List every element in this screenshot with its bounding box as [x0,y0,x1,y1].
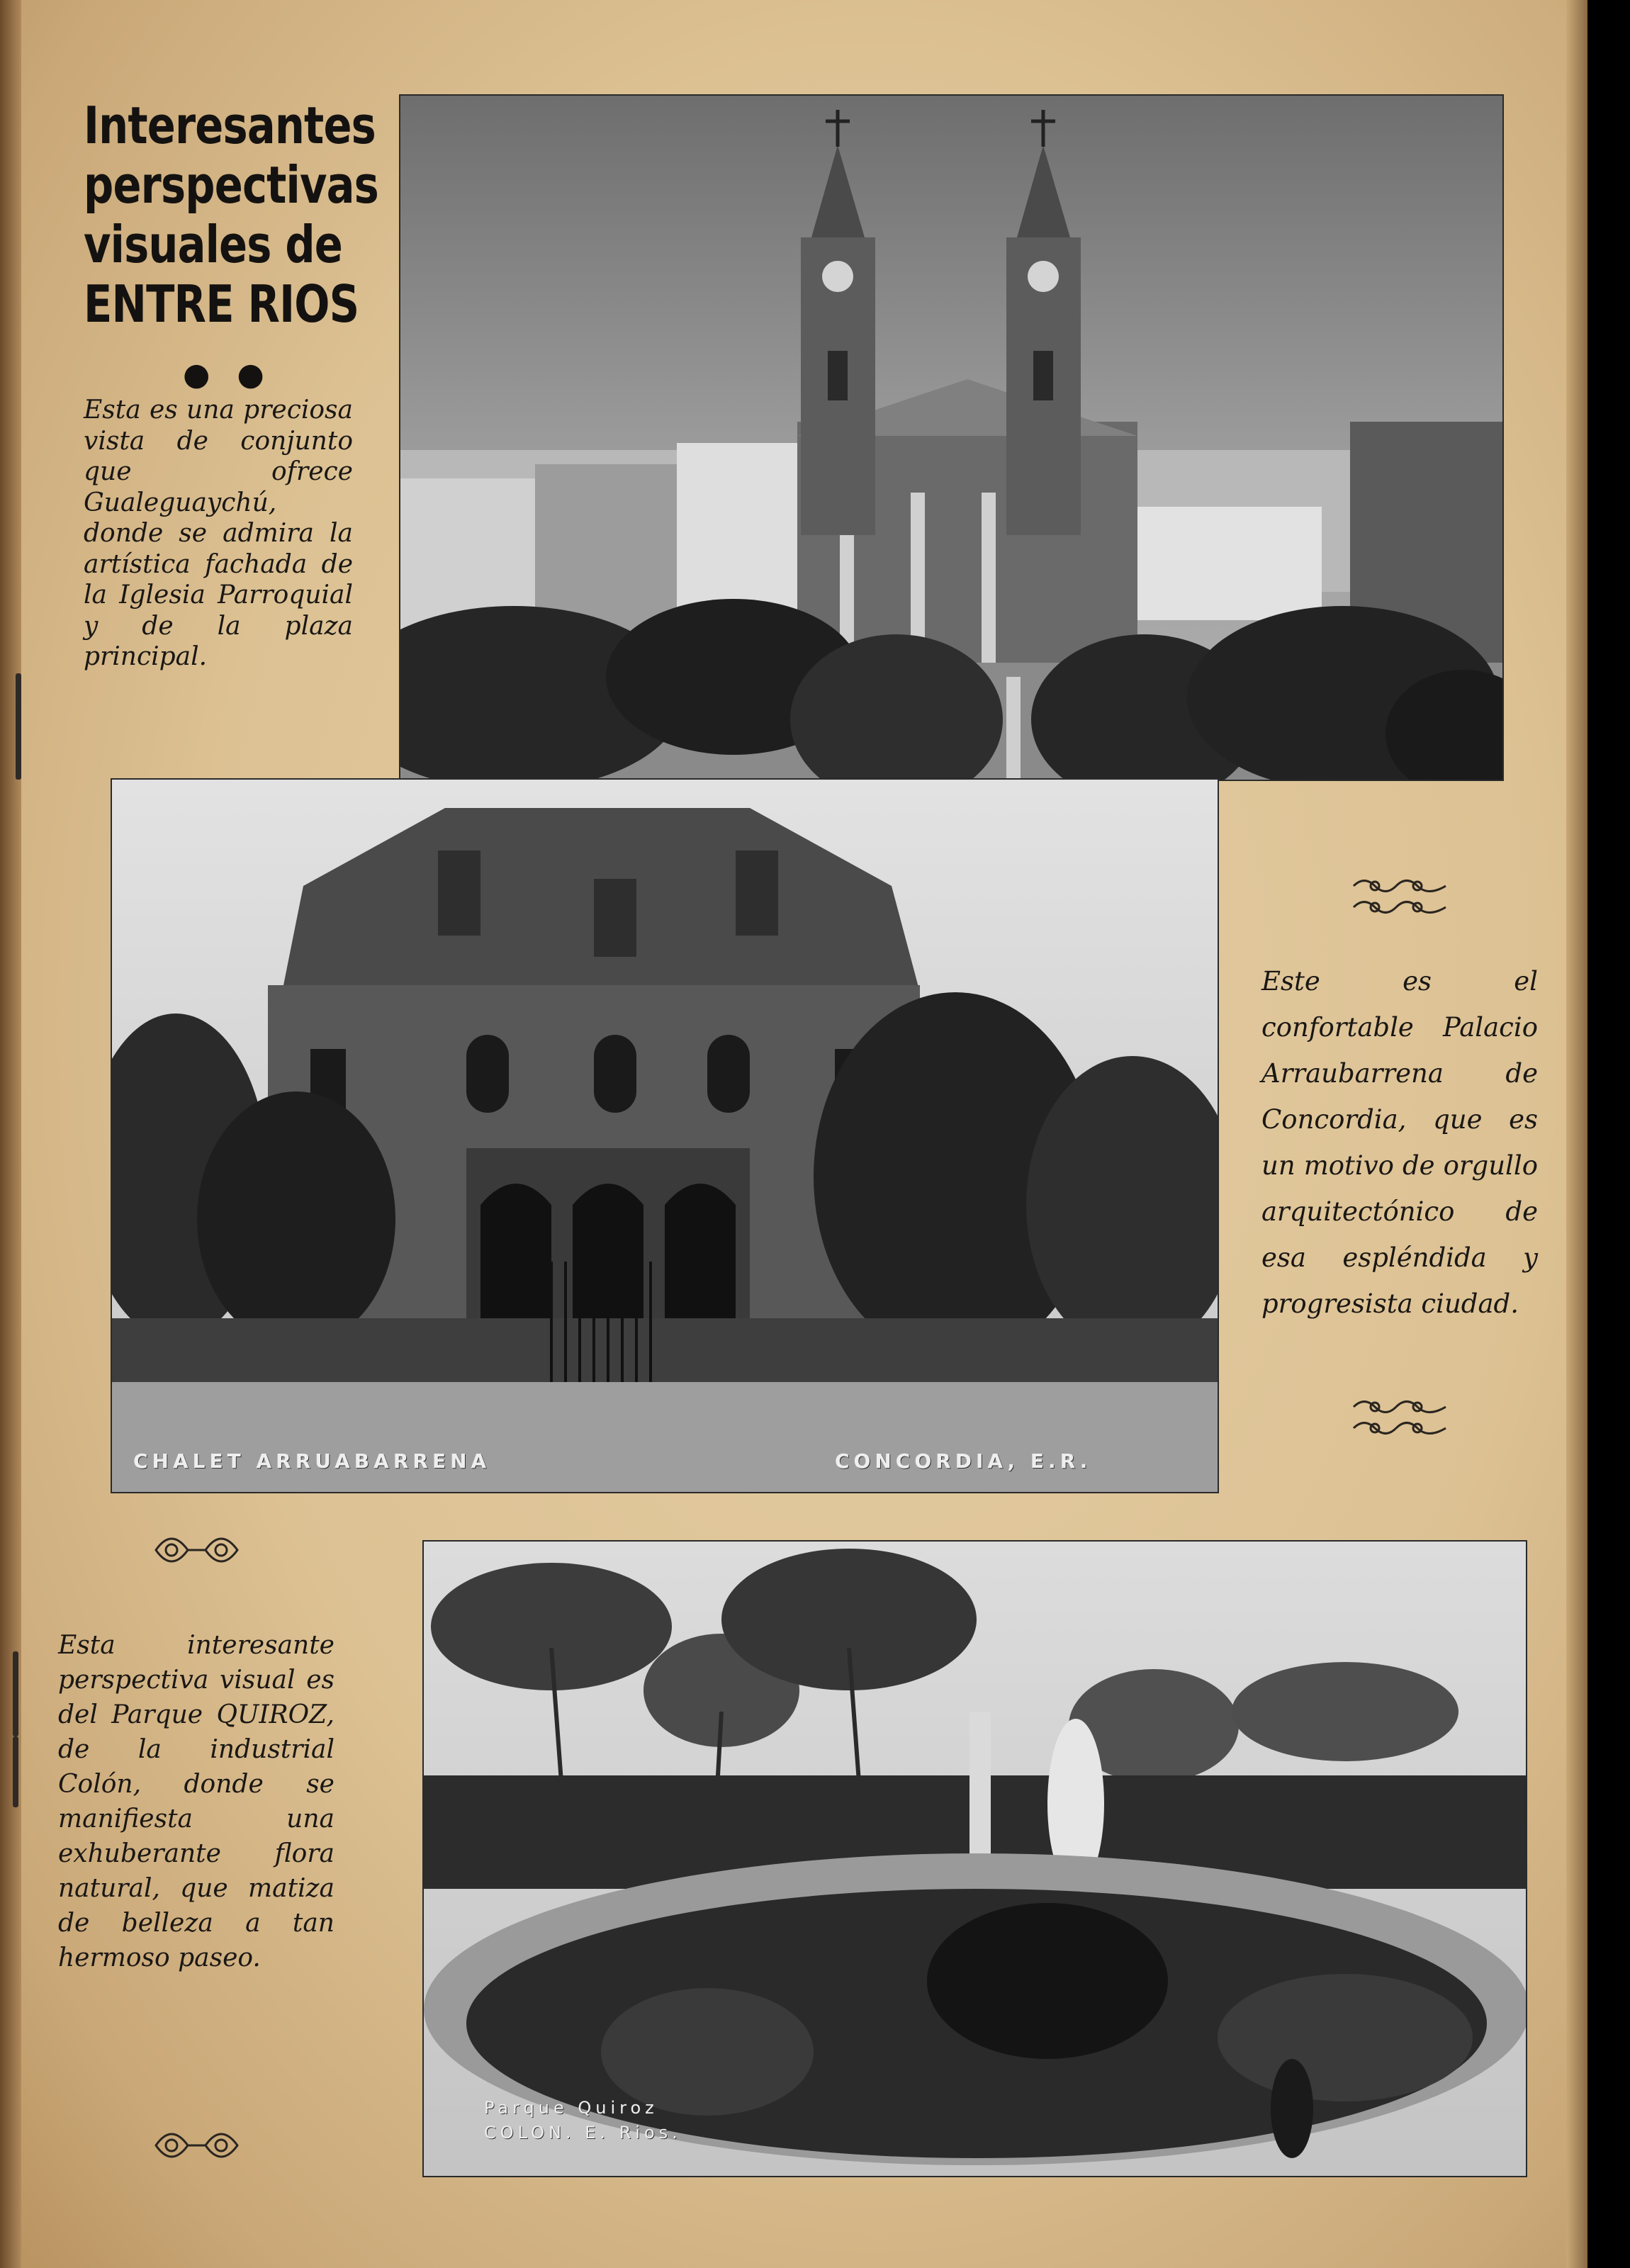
church-photo-image [400,96,1502,780]
page-edge [1566,0,1587,2268]
photo-label-right: CONCORDIA, E.R. [835,1449,1092,1473]
photo-park [424,1542,1526,2176]
title-dots: ● ● [183,357,273,393]
photo-palace [112,780,1218,1492]
title-line: visuales de [84,215,343,274]
photo-label-left: CHALET ARRUABARRENA [133,1449,491,1473]
binding-spine [0,0,21,2268]
palace-photo-image [112,780,1218,1492]
caption-palace: Este es el confortable Palacio Arraubarrena de Concordia, que es un motivo de orgullo arquitectónico de esa espléndida y progresista ciudad. [1261,966,1538,1319]
photo-label-line2: COLON. E. Rios. [484,2123,682,2143]
floral-ornament-icon [149,1527,244,1573]
title-line: Interesantes [84,96,376,155]
floral-ornament-icon [149,2123,244,2169]
floral-ornament-icon [1350,1393,1449,1442]
staple [13,1651,18,1736]
caption-park: Esta interesante perspectiva visual es del Parque QUIROZ, de la industrial Colón, donde se manifiesta una exhuberante flora natural, que matiza de belleza a tan hermoso paseo. [58,1631,335,1972]
staple [16,673,21,780]
photo-label-line1: Parque Quiroz [484,2098,658,2118]
park-photo-image [424,1542,1526,2176]
title-line: perspectivas [84,155,378,215]
caption-church: Esta es una preciosa vista de conjunto que ofrece Gualeguaychú, donde se admira la artística fachada de la Iglesia Parroquial y de la plaza principal. [84,395,353,671]
page-title [84,96,378,334]
floral-ornament-icon [1350,872,1449,921]
staple [13,1736,18,1807]
photo-church [400,96,1502,780]
title-line: ENTRE RIOS [84,274,359,334]
